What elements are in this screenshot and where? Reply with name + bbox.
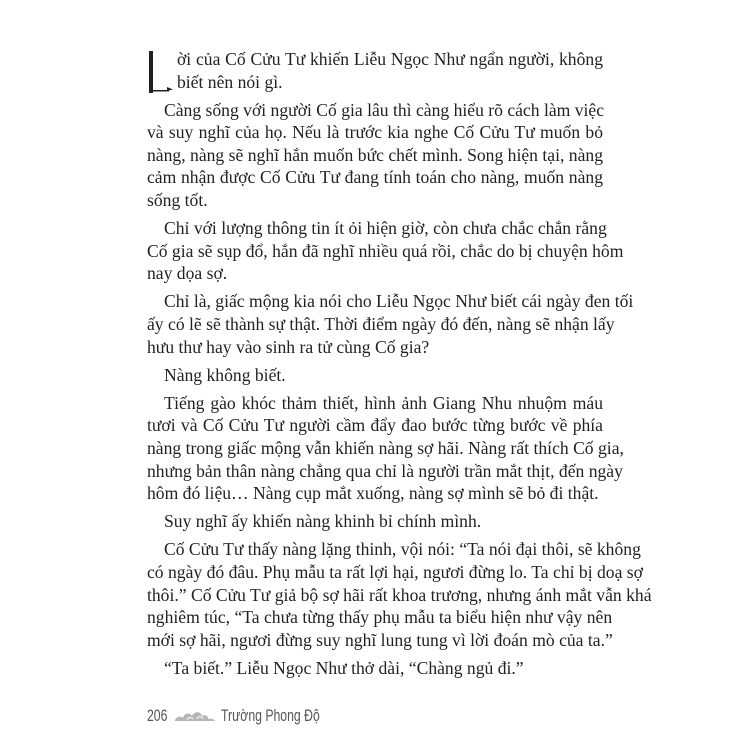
text-line: hôm đó liệu… Nàng cụp mắt xuống, nàng sợ mình sẽ bỏ đi thật.	[147, 483, 599, 504]
paragraph	[147, 99, 603, 212]
author-name: Trường Phong Độ	[221, 706, 320, 725]
page-number: 206	[147, 706, 168, 725]
text-line: Cố gia sẽ sụp đổ, hắn đã nghĩ nhiều quá rồi, chắc do bị chuyện hôm	[147, 240, 624, 261]
text-line: Suy nghĩ ấy khiến nàng khinh bỉ chính mình.	[164, 511, 482, 532]
text-line: “Ta biết.” Liễu Ngọc Như thở dài, “Chàng ngủ đi.”	[164, 657, 524, 678]
text-line: thôi.” Cố Cửu Tư giả bộ sợ hãi rất khoa trương, nhưng ánh mắt vẫn khá	[147, 584, 652, 605]
text-line: có ngày đó đâu. Phụ mẫu ta rất lợi hại, ngươi đừng lo. Ta chỉ bị doạ sợ	[147, 561, 643, 582]
text-line: Càng sống với người Cố gia lâu thì càng hiểu rõ cách làm việc	[164, 99, 605, 120]
text-line: ấy có lẽ sẽ thành sự thật. Thời điểm ngày đó đến, nàng sẽ nhận lấy	[147, 314, 615, 335]
text-line: Tiếng gào khóc thảm thiết, hình ảnh Giang Nhu nhuộm máu	[164, 392, 603, 413]
text-line: Cố Cửu Tư thấy nàng lặng thinh, vội nói: “Ta nói đại thôi, sẽ không	[164, 539, 641, 560]
text-line: nhưng bản thân nàng chẳng qua chỉ là người trần mắt thịt, đến ngày	[147, 460, 623, 481]
paragraph	[147, 290, 634, 358]
text-line: biết nên nói gì.	[177, 71, 283, 92]
text-line: Nàng không biết.	[164, 364, 286, 385]
text-line: Chỉ là, giấc mộng kia nói cho Liễu Ngọc Như biết cái ngày đen tối	[164, 291, 634, 312]
text-line: nay dọa sợ.	[147, 263, 228, 284]
text-line: Chỉ với lượng thông tin ít ỏi hiện giờ, còn chưa chắc chắn rằng	[164, 218, 607, 239]
paragraph	[147, 48, 603, 93]
paragraph	[147, 364, 603, 387]
text-line: nghiêm túc, “Ta chưa từng thấy phụ mẫu ta biểu hiện như vậy nên	[147, 607, 613, 628]
paragraph	[147, 217, 624, 285]
paragraph	[147, 657, 603, 680]
cloud-ornament-icon	[173, 708, 217, 724]
text-line: hưu thư hay vào sinh ra tử cùng Cố gia?	[147, 336, 430, 357]
drop-cap-letter	[149, 51, 173, 93]
text-line: ời của Cố Cửu Tư khiến Liễu Ngọc Như ngẩn người, không	[177, 49, 603, 69]
text-line: tươi và Cố Cửu Tư người cầm đẩy đao bước từng bước về phía	[147, 415, 603, 436]
book-page-body	[147, 48, 652, 685]
text-line: cảm nhận được Cố Cửu Tư đang tính toán cho nàng, muốn nàng	[147, 167, 603, 188]
text-line: sống tốt.	[147, 190, 208, 211]
page-footer	[147, 703, 358, 729]
text-line: và suy nghĩ của họ. Nếu là trước kia nghe Cố Cửu Tư muốn bỏ	[147, 122, 603, 143]
paragraph	[147, 510, 603, 533]
paragraph	[147, 392, 624, 505]
text-line: mới sợ hãi, ngươi đừng suy nghĩ lung tung vì lời đoán mò của ta.”	[147, 629, 613, 650]
paragraph	[147, 538, 652, 651]
text-line: nàng trong giấc mộng vẫn khiến nàng sợ hãi. Nàng rất thích Cố gia,	[147, 438, 624, 458]
text-line: nàng, nàng sẽ nghĩ hắn muốn bức chết mình. Song hiện tại, nàng	[147, 144, 603, 165]
